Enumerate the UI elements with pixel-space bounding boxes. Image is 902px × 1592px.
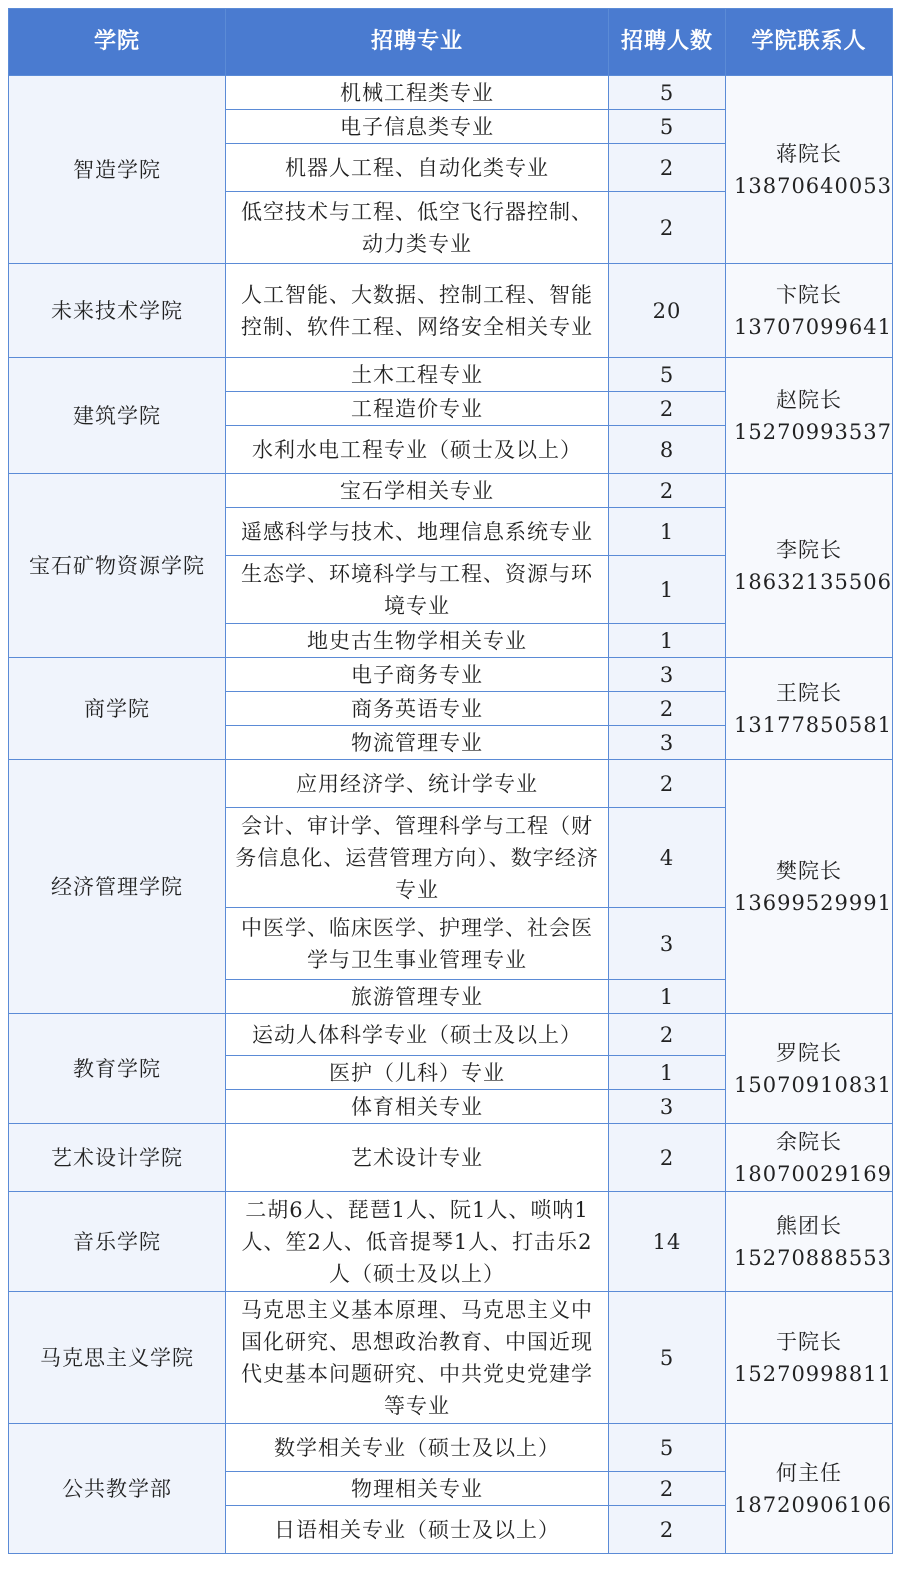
contact-phone: 15270888553 — [734, 1245, 892, 1270]
contact-name: 于院长 — [776, 1329, 842, 1354]
table-row — [9, 474, 893, 508]
contact-cell — [726, 1014, 893, 1124]
count-cell: 4 — [609, 808, 726, 908]
contact-phone: 15270998811 — [734, 1361, 892, 1386]
college-cell: 智造学院 — [9, 76, 226, 264]
table-row — [9, 264, 893, 358]
college-cell: 建筑学院 — [9, 358, 226, 474]
college-cell: 音乐学院 — [9, 1192, 226, 1292]
major-cell: 医护（儿科）专业 — [226, 1056, 609, 1090]
count-cell: 2 — [609, 760, 726, 808]
count-cell: 3 — [609, 1090, 726, 1124]
major-cell: 数学相关专业（硕士及以上） — [226, 1424, 609, 1472]
contact-name: 何主任 — [776, 1460, 842, 1485]
count-cell: 20 — [609, 264, 726, 358]
major-cell: 商务英语专业 — [226, 692, 609, 726]
contact-name: 樊院长 — [776, 858, 842, 883]
contact-phone: 13870640053 — [734, 173, 892, 198]
contact-name: 李院长 — [776, 537, 842, 562]
contact-name: 赵院长 — [776, 387, 842, 412]
count-cell: 2 — [609, 692, 726, 726]
contact-phone: 15070910831 — [734, 1072, 892, 1097]
major-cell: 运动人体科学专业（硕士及以上） — [226, 1014, 609, 1056]
count-cell: 14 — [609, 1192, 726, 1292]
major-cell: 电子信息类专业 — [226, 110, 609, 144]
college-cell: 公共教学部 — [9, 1424, 226, 1554]
major-cell: 低空技术与工程、低空飞行器控制、动力类专业 — [226, 192, 609, 264]
contact-cell — [726, 1192, 893, 1292]
contact-phone: 18632135506 — [734, 569, 892, 594]
count-cell: 2 — [609, 144, 726, 192]
college-cell: 商学院 — [9, 658, 226, 760]
table-row — [9, 76, 893, 110]
contact-name: 罗院长 — [776, 1040, 842, 1065]
contact-phone: 18070029169 — [734, 1161, 892, 1186]
count-cell: 1 — [609, 1056, 726, 1090]
table-row — [9, 358, 893, 392]
contact-phone: 18720906106 — [734, 1492, 892, 1517]
contact-cell — [726, 658, 893, 760]
major-cell: 物流管理专业 — [226, 726, 609, 760]
contact-phone: 13177850581 — [734, 712, 892, 737]
contact-cell — [726, 760, 893, 1014]
count-cell: 2 — [609, 1472, 726, 1506]
count-cell: 3 — [609, 908, 726, 980]
major-cell: 机器人工程、自动化类专业 — [226, 144, 609, 192]
major-cell: 应用经济学、统计学专业 — [226, 760, 609, 808]
major-cell: 宝石学相关专业 — [226, 474, 609, 508]
college-cell: 宝石矿物资源学院 — [9, 474, 226, 658]
contact-cell — [726, 474, 893, 658]
count-cell: 1 — [609, 508, 726, 556]
table-row — [9, 658, 893, 692]
contact-name: 余院长 — [776, 1129, 842, 1154]
major-cell: 电子商务专业 — [226, 658, 609, 692]
count-cell: 2 — [609, 392, 726, 426]
contact-cell — [726, 358, 893, 474]
major-cell: 工程造价专业 — [226, 392, 609, 426]
header-contact: 学院联系人 — [726, 9, 893, 76]
count-cell: 1 — [609, 624, 726, 658]
table-row — [9, 1192, 893, 1292]
table-row — [9, 760, 893, 808]
major-cell: 体育相关专业 — [226, 1090, 609, 1124]
contact-cell — [726, 264, 893, 358]
count-cell: 8 — [609, 426, 726, 474]
contact-cell — [726, 76, 893, 264]
count-cell: 1 — [609, 980, 726, 1014]
contact-phone: 13707099641 — [734, 314, 892, 339]
major-cell: 遥感科学与技术、地理信息系统专业 — [226, 508, 609, 556]
contact-name: 蒋院长 — [776, 141, 842, 166]
major-cell: 中医学、临床医学、护理学、社会医学与卫生事业管理专业 — [226, 908, 609, 980]
count-cell: 2 — [609, 1014, 726, 1056]
major-cell: 艺术设计专业 — [226, 1124, 609, 1192]
major-cell: 生态学、环境科学与工程、资源与环境专业 — [226, 556, 609, 624]
contact-cell — [726, 1424, 893, 1554]
count-cell: 3 — [609, 658, 726, 692]
count-cell: 2 — [609, 1124, 726, 1192]
contact-name: 王院长 — [776, 680, 842, 705]
header-count: 招聘人数 — [609, 9, 726, 76]
header-row — [9, 9, 893, 76]
major-cell: 马克思主义基本原理、马克思主义中国化研究、思想政治教育、中国近现代史基本问题研究、中共党史党建学等专业 — [226, 1292, 609, 1424]
major-cell: 物理相关专业 — [226, 1472, 609, 1506]
contact-phone: 13699529991 — [734, 890, 892, 915]
college-cell: 经济管理学院 — [9, 760, 226, 1014]
major-cell: 地史古生物学相关专业 — [226, 624, 609, 658]
major-cell: 机械工程类专业 — [226, 76, 609, 110]
major-cell: 水利水电工程专业（硕士及以上） — [226, 426, 609, 474]
count-cell: 2 — [609, 474, 726, 508]
college-cell: 未来技术学院 — [9, 264, 226, 358]
major-cell: 旅游管理专业 — [226, 980, 609, 1014]
count-cell: 5 — [609, 110, 726, 144]
count-cell: 2 — [609, 1506, 726, 1554]
count-cell: 2 — [609, 192, 726, 264]
count-cell: 5 — [609, 1424, 726, 1472]
contact-cell — [726, 1124, 893, 1192]
count-cell: 3 — [609, 726, 726, 760]
major-cell: 人工智能、大数据、控制工程、智能控制、软件工程、网络安全相关专业 — [226, 264, 609, 358]
major-cell: 二胡6人、琵琶1人、阮1人、唢呐1人、笙2人、低音提琴1人、打击乐2人（硕士及以上） — [226, 1192, 609, 1292]
contact-name: 卞院长 — [776, 282, 842, 307]
college-cell: 艺术设计学院 — [9, 1124, 226, 1192]
major-cell: 会计、审计学、管理科学与工程（财务信息化、运营管理方向）、数字经济专业 — [226, 808, 609, 908]
contact-phone: 15270993537 — [734, 419, 892, 444]
college-cell: 教育学院 — [9, 1014, 226, 1124]
table-row — [9, 1292, 893, 1424]
count-cell: 1 — [609, 556, 726, 624]
table-row — [9, 1424, 893, 1472]
count-cell: 5 — [609, 76, 726, 110]
table-row — [9, 1014, 893, 1056]
count-cell: 5 — [609, 1292, 726, 1424]
major-cell: 土木工程专业 — [226, 358, 609, 392]
table-row — [9, 1124, 893, 1192]
contact-name: 熊团长 — [776, 1213, 842, 1238]
table-body — [9, 76, 893, 1554]
count-cell: 5 — [609, 358, 726, 392]
recruitment-table — [8, 8, 893, 1554]
contact-cell — [726, 1292, 893, 1424]
college-cell: 马克思主义学院 — [9, 1292, 226, 1424]
major-cell: 日语相关专业（硕士及以上） — [226, 1506, 609, 1554]
header-college: 学院 — [9, 9, 226, 76]
header-major: 招聘专业 — [226, 9, 609, 76]
